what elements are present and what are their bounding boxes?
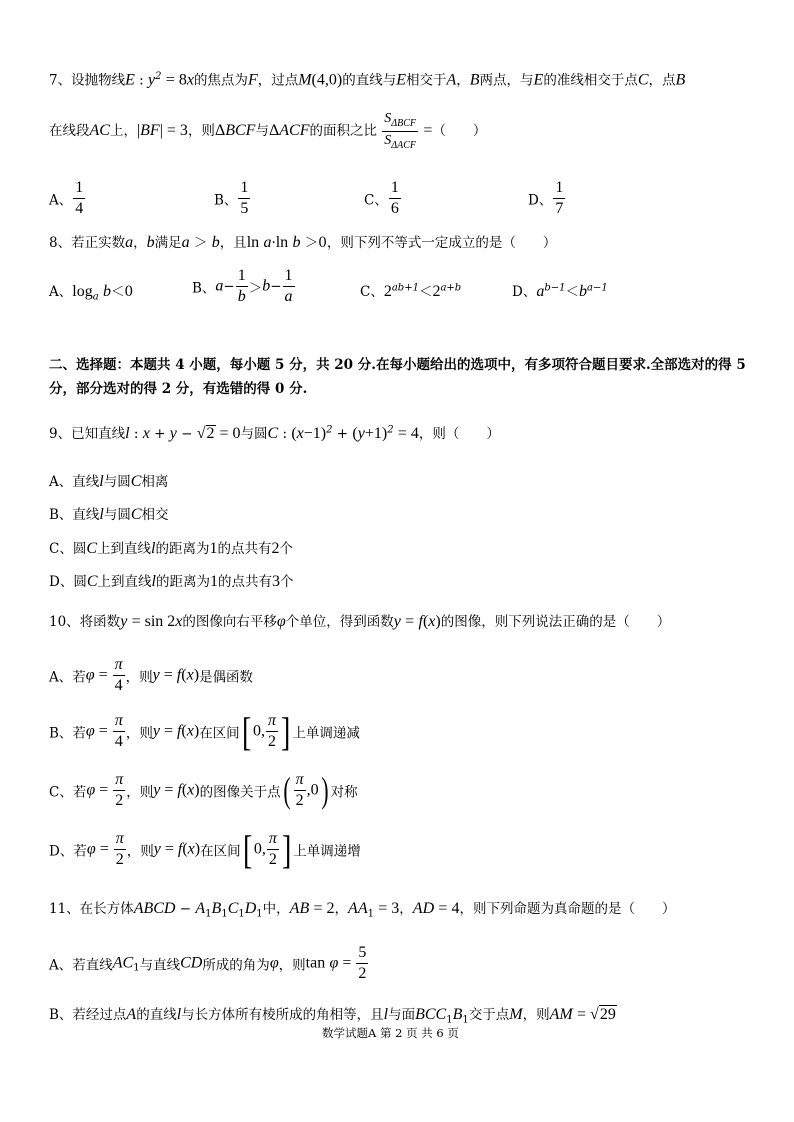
q9-stem: 9、已知直线l : x + y − √2 = 0与圆C : $(x-1)^2 + (y+1)^2 = 4$，则（ ） [49, 424, 500, 442]
q7-option-c[interactable]: C、 $\frac{1}{6}$ [364, 179, 399, 217]
q9-option-c[interactable]: C、圆C上到直线l的距离为1的点共有2个 [49, 540, 293, 557]
q10-stem: 10、将函数y = sin 2x的图像向右平移φ个单位，得到函数y = f(x)的图像，则下列说法正确的是（ ） [49, 613, 671, 630]
q11-option-a[interactable]: A、若直线$AC_1$与直线CD所成的角为φ，则tan φ = $\frac{5}{2}$ [49, 944, 367, 982]
section-2-heading-cont: 分，部分选对的得 2 分，有选错的得 0 分. [49, 381, 308, 397]
q10-option-b[interactable]: B、若φ = $\frac{\pi}{4}$ ，则y = f(x)在区间[ 0, $\frac{\pi}{2}$ ] 上单调递减 [49, 708, 360, 754]
section-2-heading: 二、选择题：本题共 4 小题，每小题 5 分，共 20 分.在每小题给出的选项中，有多项符合题目要求.全部选对的得 5 [49, 357, 746, 373]
q11-option-b[interactable]: B、若经过点A的直线l与长方体所有棱所成的角相等，且l与面$BCC_1B_1$交于点M，则AM = √29 [49, 1006, 616, 1026]
q10-option-a[interactable]: A、若φ = $\frac{\pi}{4}$ ，则y = f(x)是偶函数 [49, 656, 254, 694]
page-footer: 数学试题A 第 2 页 共 6 页 [322, 1026, 459, 1040]
q8-option-c[interactable]: C、$2^{ab+1}<2^{a+b}$ [360, 282, 462, 300]
q8-option-a[interactable]: A、$\log_a b<0$ [49, 283, 134, 303]
q8-option-d[interactable]: D、$a^{b-1}<b^{a-1}$ [512, 282, 608, 300]
q8-stem: 8、若正实数a，b满足a ＞ b，且ln a·ln b ＞0，则下列不等式一定成立的是（ ） [49, 234, 557, 251]
q7-option-a[interactable]: A、 $\frac{1}{4}$ [49, 179, 84, 217]
q10-option-c[interactable]: C、若φ = $\frac{\pi}{2}$ ，则y = f(x)的图像关于点( $\frac{\pi}{2}$ ,0) 对称 [49, 770, 358, 811]
q10-option-d[interactable]: D、若φ = $\frac{\pi}{2}$ ，则y = f(x)在区间[ 0, $\frac{\pi}{2}$ ] 上单调递增 [49, 826, 361, 872]
q7-option-b[interactable]: B、 $\frac{1}{5}$ [214, 179, 249, 217]
q7-text: 7、设抛物线 [49, 72, 126, 89]
q7-line1: 7、设抛物线E : $y^2 = 8x$的焦点为F，过点M(4,0)的直线与E相交于A，B两点，与E的准线相交于点C，点B [49, 71, 686, 89]
q9-option-d[interactable]: D、圆C上到直线l的距离为1的点共有3个 [49, 573, 294, 590]
q11-stem: 11、在长方体ABCD − $A_1B_1C_1D_1$中，AB = 2，$AA_1 = 3$，AD = 4，则下列命题为真命题的是（ ） [49, 900, 676, 920]
q7-option-d[interactable]: D、 $\frac{1}{7}$ [528, 179, 564, 217]
q9-option-a[interactable]: A、直线l与圆C相离 [49, 473, 169, 490]
area-ratio-fraction: $\frac{S_{\Delta BCF}}{S_{\Delta ACF}}$ [384, 111, 417, 151]
q8-option-b[interactable]: B、a− $\frac{1}{b}$ ＞b− $\frac{1}{a}$ [192, 267, 293, 305]
q9-option-b[interactable]: B、直线l与圆C相交 [49, 506, 169, 523]
q7-line2: 在线段AC上，|BF| = 3，则ΔBCF与ΔACF的面积之比 $\frac{S_{\Delta BCF}}{S_{\Delta ACF}}$ =（ ） [49, 111, 487, 151]
